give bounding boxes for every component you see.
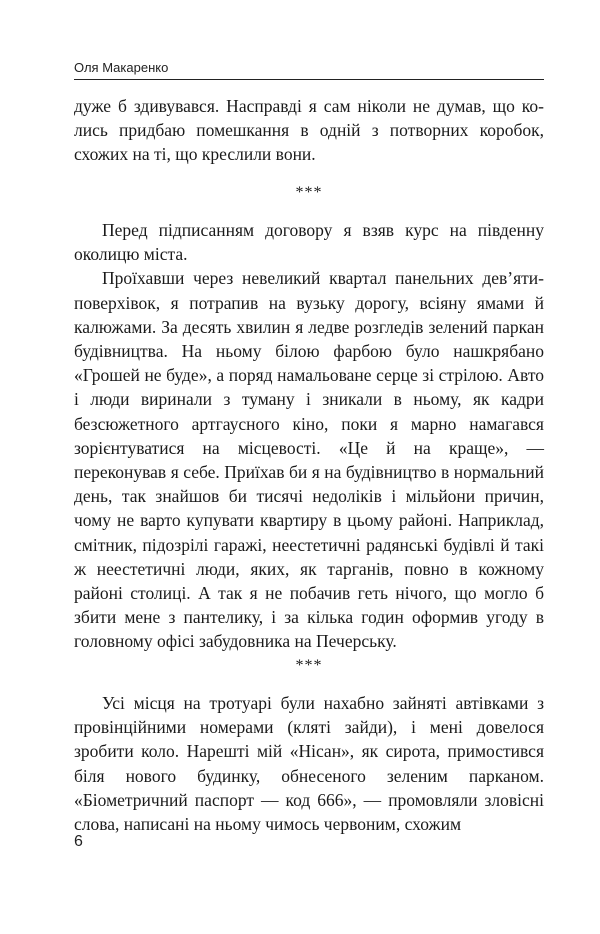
running-head-author: Оля Макаренко: [74, 60, 169, 75]
page-number: 6: [74, 833, 83, 850]
text-block-opening: [74, 94, 544, 167]
section-separator: ***: [295, 184, 323, 201]
paragraph: дуже б здивувався. Насправді я сам ніколи не думав, що ко-лись придбаю помешкання в одній з потворних коробок, схожих на ті, що креслили вони.: [74, 96, 544, 165]
paragraph: Перед підписанням договору я взяв курс на південну околицю міста.: [74, 220, 544, 265]
text-block-section-2: [74, 218, 544, 654]
section-separator: ***: [295, 657, 323, 674]
header-rule: [74, 79, 544, 80]
paragraph: Проїхавши через невеликий квартал панельних дев’яти-поверхівок, я потрапив на вузьку дорогу, всіяну ямами й калюжами. За десять хвилин я ледве розгледів зелений паркан будівництва. На ньому білою фарбою було нашкрябано «Грошей не буде», а поряд намальоване серце зі стрілою. Авто і люди виринали з туману і зникали в ньому, як кадри безсюжетного артгаусного кіно, поки я марно намагався зорієнтуватися на місцевості. «Це й на краще», — переконував я себе. Приїхав би я на будівництво в нормальний день, так знайшов би тисячі недоліків і мільйони причин, чому не варто купувати квартиру в цьому районі. Наприклад, смітник, підозрілі гаражі, неестетичні радянські будівлі й такі ж неестетичні люди, яких, як тарганів, повно в кожному районі столиці. А так я не побачив геть нічого, що могло б збити мене з пантелику, і за кілька годин оформив угоду в головному офісі забудовника на Печерську.: [74, 268, 544, 652]
paragraph: Усі місця на тротуарі були нахабно зайняті автівками з провінційними номерами (кляті зайди), і мені довелося зробити коло. Нарешті мій «Нісан», як сирота, примостився біля нового будинку, обнесеного зеленим парканом. «Біометричний паспорт — код 666», — промовляли зловісні слова, написані на ньому чимось червоним, схожим: [74, 693, 544, 835]
text-block-section-3: [74, 691, 544, 836]
